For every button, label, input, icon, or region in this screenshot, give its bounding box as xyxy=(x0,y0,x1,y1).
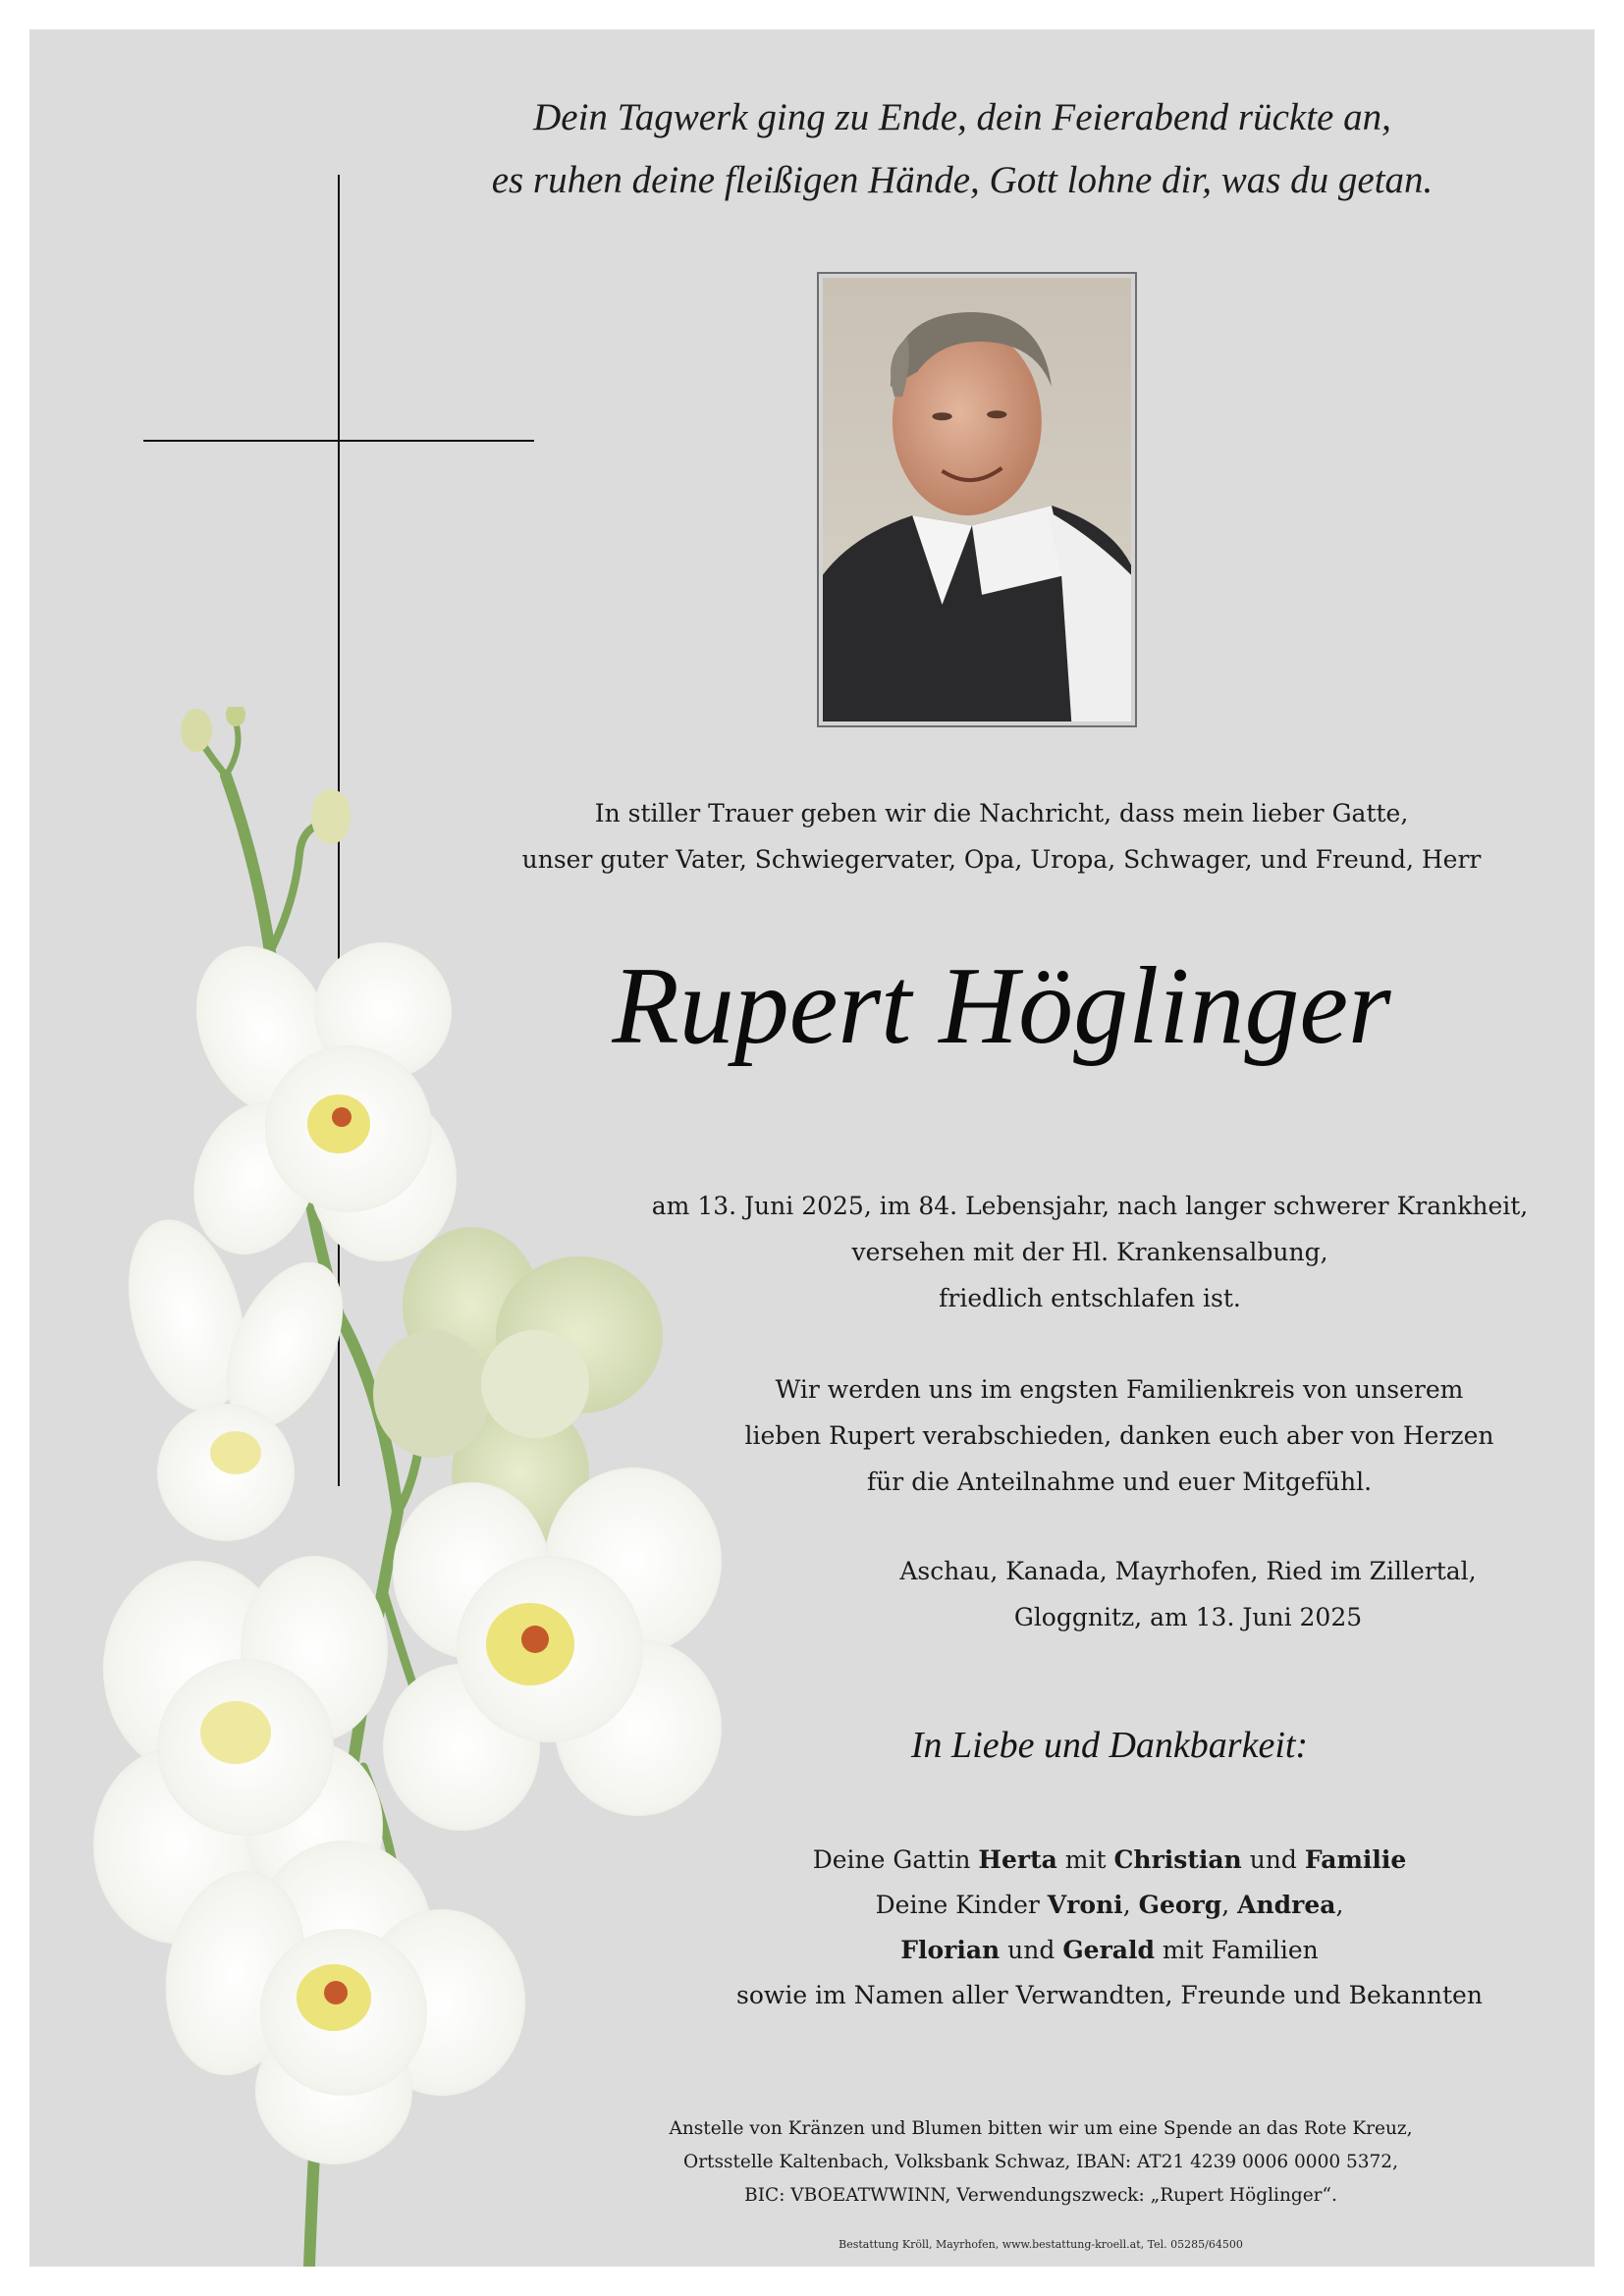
mourners-line: sowie im Namen aller Verwandten, Freunde und Bekannten xyxy=(736,1981,1483,2009)
mourner-name: Georg xyxy=(1138,1891,1222,1919)
verse-line: Dein Tagwerk ging zu Ende, dein Feierabend rückte an, xyxy=(533,96,1391,138)
places-line: Gloggnitz, am 13. Juni 2025 xyxy=(1013,1603,1363,1631)
farewell-line: für die Anteilnahme und euer Mitgefühl. xyxy=(866,1468,1373,1496)
mourner-name: Florian xyxy=(900,1936,1001,1964)
mourner-name: Familie xyxy=(1304,1845,1407,1874)
obituary-card xyxy=(29,29,1595,2267)
memorial-verse xyxy=(422,86,1502,212)
details-line: am 13. Juni 2025, im 84. Lebensjahr, nach langer schwerer Krankheit, xyxy=(651,1192,1529,1220)
mourners-line: Deine Kinder Vroni, Georg, Andrea, xyxy=(875,1891,1344,1919)
verse-line: es ruhen deine fleißigen Hände, Gott lohne dir, was du getan. xyxy=(491,159,1434,201)
mourner-name: Christian xyxy=(1113,1845,1242,1874)
farewell-text xyxy=(697,1366,1542,1505)
details-line: friedlich entschlafen ist. xyxy=(939,1284,1241,1312)
donation-line: Anstelle von Kränzen und Blumen bitten wir um eine Spende an das Rote Kreuz, xyxy=(669,2118,1413,2139)
orchid-illustration xyxy=(88,707,776,2267)
intro-line: unser guter Vater, Schwiegervater, Opa, Uropa, Schwager, und Freund, Herr xyxy=(521,845,1482,874)
orchid-bud xyxy=(181,709,212,752)
mourners-line: Deine Gattin Herta mit Christian und Familie xyxy=(812,1845,1407,1874)
donation-line: BIC: VBOEATWWINN, Verwendungszweck: „Rupert Höglinger“. xyxy=(744,2185,1337,2206)
cross-horizontal-bar xyxy=(143,440,534,442)
closing-phrase: In Liebe und Dankbarkeit: xyxy=(910,1725,1309,1766)
donation-line: Ortsstelle Kaltenbach, Volksbank Schwaz, IBAN: AT21 4239 0006 0000 5372, xyxy=(683,2152,1398,2172)
mourner-name: Herta xyxy=(978,1845,1057,1874)
portrait-image xyxy=(823,278,1131,721)
deceased-name: Rupert Höglinger xyxy=(612,945,1391,1067)
farewell-line: lieben Rupert verabschieden, danken euch aber von Herzen xyxy=(744,1421,1494,1450)
portrait-photo xyxy=(817,272,1137,727)
orchid-flower xyxy=(150,1841,525,2164)
orchid-bud xyxy=(311,789,351,844)
mourner-name: Vroni xyxy=(1047,1891,1123,1919)
funeral-home-footer: Bestattung Kröll, Mayrhofen, www.bestattung-kroell.at, Tel. 05285/64500 xyxy=(839,2238,1243,2251)
mourners-line: Florian und Gerald mit Familien xyxy=(900,1936,1319,1964)
places-line: Aschau, Kanada, Mayrhofen, Ried im Zillertal, xyxy=(899,1557,1477,1585)
details-line: versehen mit der Hl. Krankensalbung, xyxy=(851,1238,1328,1266)
intro-line: In stiller Trauer geben wir die Nachricht, dass mein lieber Gatte, xyxy=(594,799,1409,828)
orchid-bud xyxy=(226,707,245,726)
mourner-name: Gerald xyxy=(1062,1936,1155,1964)
mourner-name: Andrea xyxy=(1237,1891,1336,1919)
mourners-list xyxy=(658,1838,1561,2018)
farewell-line: Wir werden uns im engsten Familienkreis von unserem xyxy=(775,1375,1464,1404)
places-and-date xyxy=(815,1548,1561,1640)
